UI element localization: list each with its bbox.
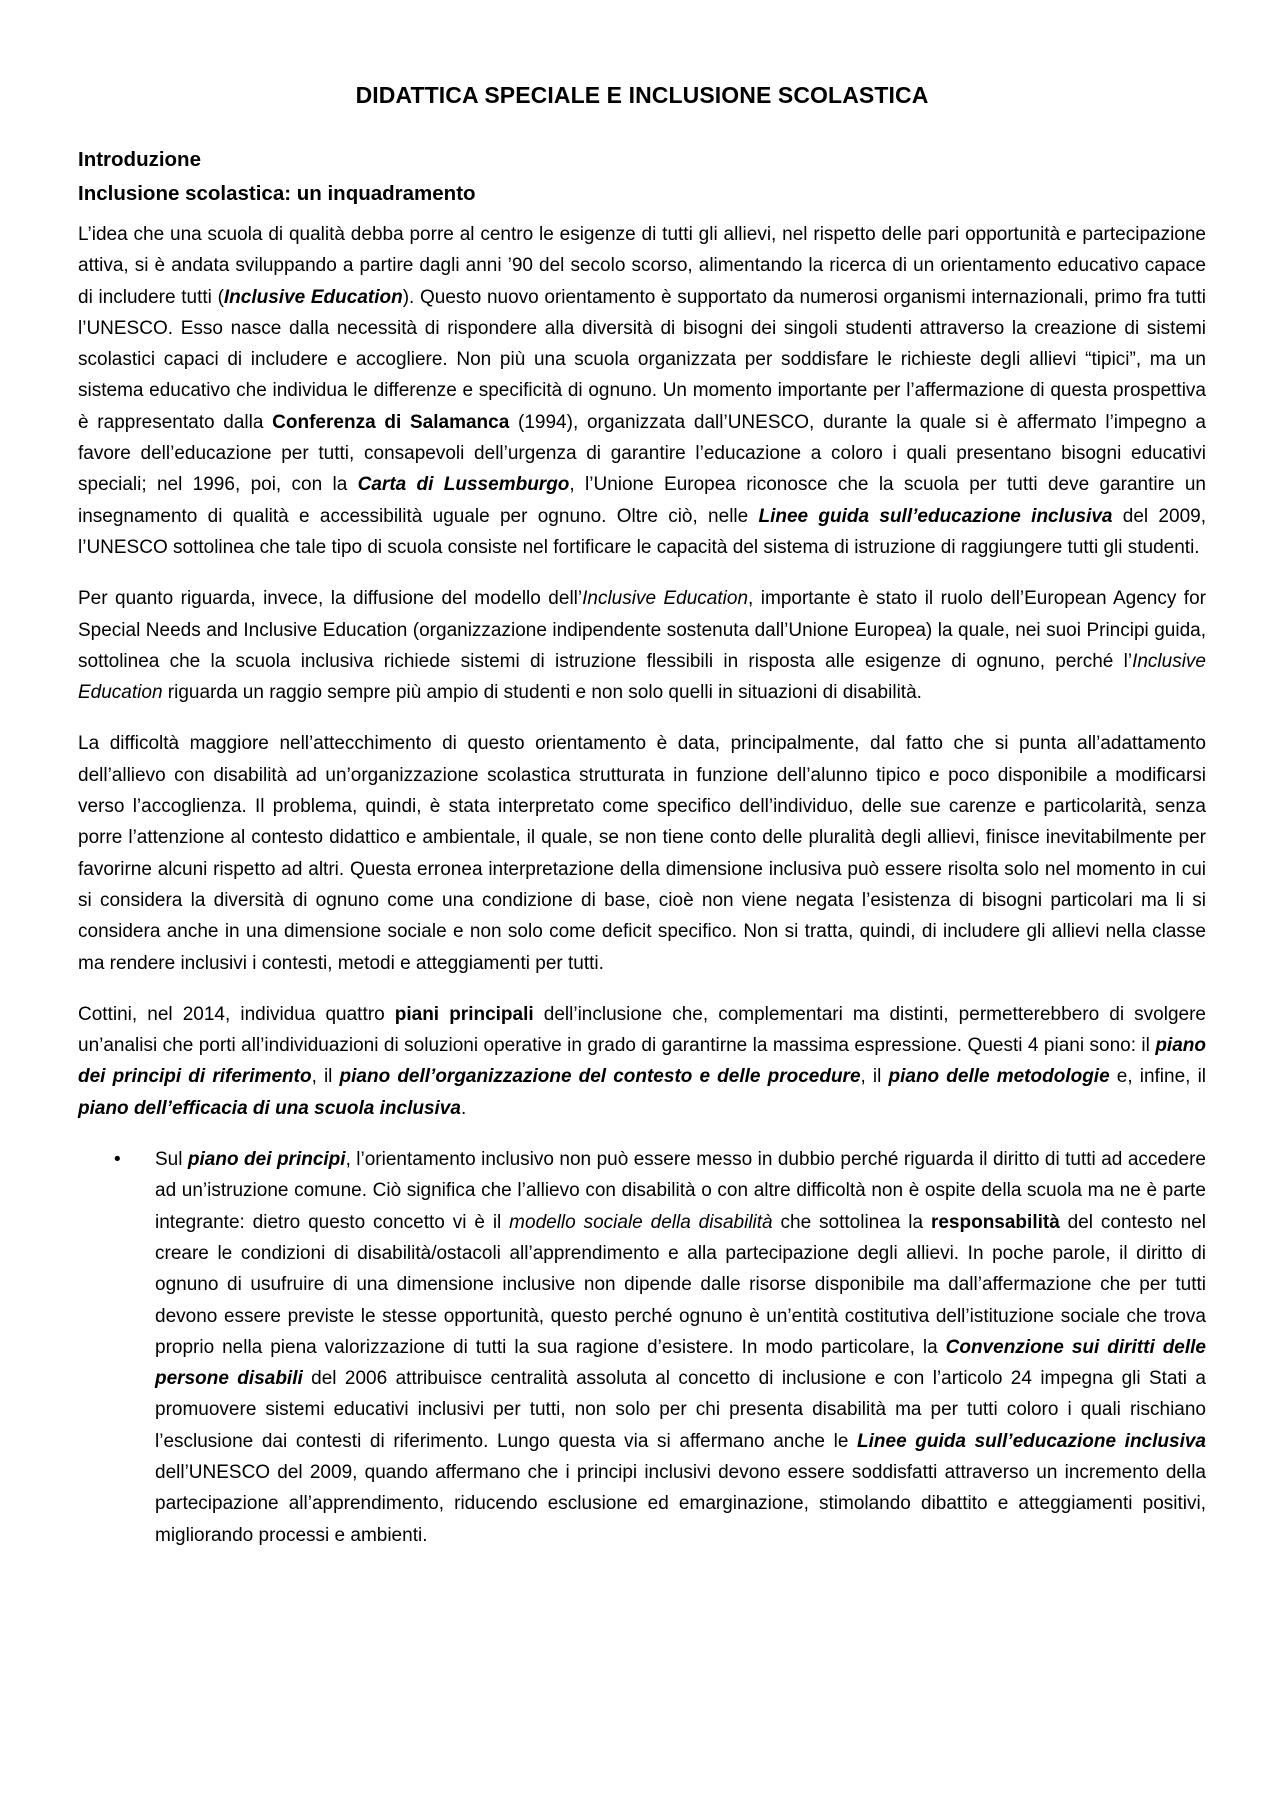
text-run: (1994), organizzata dall’UNESCO, durante la quale si è affermato l’impegno a favore dell’educazione per tutti, consapevoli dell’urgenza di garantire l’educazione a coloro i quali presentano bisogni educativi speciali; nel 1996, poi, con la bbox=[78, 411, 1206, 496]
text-run: , l’orientamento inclusivo non può essere messo in dubbio perché riguarda il diritto di tutti ad accedere ad un’istruzione comune. Ciò significa che l’allievo con disabilità o con altre difficoltà non è ospite della scuola ma ne è parte integrante: dietro questo concetto vi è il bbox=[155, 1149, 1206, 1233]
heading-inclusione-scolastica: Inclusione scolastica: un inquadramento bbox=[78, 182, 476, 205]
emphasis-convenzione-diritti: Convenzione sui diritti delle persone disabili bbox=[155, 1336, 1206, 1390]
text-run: , l’Unione Europea riconosce che la scuola per tutti deve garantire un insegnamento di qualità e accessibilità uguale per ognuno. Oltre ciò, nelle bbox=[78, 474, 1206, 527]
paragraph-2 bbox=[78, 583, 1206, 708]
text-run: . bbox=[460, 1097, 467, 1119]
text-run: Cottini, nel 2014, individua quattro bbox=[78, 1003, 395, 1025]
emphasis-piano-metodologie: piano delle metodologie bbox=[888, 1066, 1110, 1088]
text-run: , il bbox=[860, 1066, 889, 1088]
section-headings bbox=[78, 143, 1206, 211]
paragraph-1 bbox=[78, 219, 1206, 563]
text-run: del 2009, l’UNESCO sottolinea che tale tipo di scuola consiste nel fortificare le capacità del sistema di istruzione di raggiungere tutti gli studenti. bbox=[78, 505, 1206, 558]
emphasis-modello-sociale: modello sociale della disabilità bbox=[509, 1211, 773, 1233]
emphasis-linee-guida: Linee guida sull’educazione inclusiva bbox=[857, 1430, 1206, 1452]
text-run: , importante è stato il ruolo dell’European Agency for Special Needs and Inclusive Education (organizzazione indipendente sostenuta dall’Unione Europea) la quale, nei suoi Principi guida, sottolinea che la scuola inclusiva richiede sistemi di istruzione flessibili in risposta alle esigenze di ognuno, perché l’ bbox=[78, 588, 1206, 672]
emphasis-piano-principi: piano dei principi bbox=[187, 1149, 346, 1171]
emphasis-piano-principi-riferimento: piano dei principi di riferimento bbox=[78, 1035, 1206, 1088]
emphasis-piano-efficacia: piano dell’efficacia di una scuola inclusiva bbox=[78, 1097, 461, 1119]
bullet-marker: • bbox=[114, 1149, 121, 1171]
text-run: ). Questo nuovo orientamento è supportato da numerosi organismi internazionali, primo fra tutti l’UNESCO. Esso nasce dalla necessità di rispondere alla diversità di bisogni dei singoli studenti attraverso la creazione di sistemi scolastici capaci di includere e accogliere. Non più una scuola organizzata per soddisfare le richieste degli allievi “tipici”, ma un sistema educativo che individua le differenze e specificità di ognuno. Un momento importante per l’affermazione di questa prospettiva è rappresentato dalla bbox=[78, 286, 1206, 433]
document-title: DIDATTICA SPECIALE E INCLUSIONE SCOLASTICA bbox=[355, 82, 929, 108]
emphasis-inclusive-education: Inclusive Education bbox=[582, 588, 749, 610]
bullet-list bbox=[78, 1144, 1206, 1551]
emphasis-responsabilita: responsabilità bbox=[930, 1211, 1060, 1233]
list-item bbox=[78, 1144, 1206, 1551]
text-run: del 2006 attribuisce centralità assoluta al concetto di inclusione e con l’articolo 24 impegna gli Stati a promuovere sistemi educativi inclusivi per tutti, non solo per chi presenta disabilità ma per tutti coloro i quali rischiano l’esclusione dai contesti di riferimento. Lungo questa via si affermano anche le bbox=[155, 1368, 1206, 1452]
emphasis-conferenza-salamanca: Conferenza di Salamanca bbox=[272, 411, 510, 433]
emphasis-inclusive-education: Inclusive Education bbox=[78, 650, 1206, 704]
text-run: dell’inclusione che, complementari ma distinti, permetterebbero di svolgere un’analisi che porti all’individuazioni di soluzioni operative in grado di garantirne la massima espressione. Questi 4 piani sono: il bbox=[78, 1003, 1206, 1057]
text-run: Per quanto riguarda, invece, la diffusione del modello dell’ bbox=[78, 588, 583, 610]
text-run: L’idea che una scuola di qualità debba porre al centro le esigenze di tutti gli allievi, nel rispetto delle pari opportunità e partecipazione attiva, si è andata sviluppando a partire dagli anni ’90 del secolo scorso, alimentando la ricerca di un orientamento educativo capace di includere tutti ( bbox=[78, 224, 1206, 308]
paragraph-4 bbox=[78, 999, 1206, 1124]
emphasis-piani-principali: piani principali bbox=[394, 1003, 534, 1025]
text-run: , il bbox=[311, 1066, 340, 1088]
text-run: che sottolinea la bbox=[772, 1211, 931, 1233]
text-run: del contesto nel creare le condizioni di disabilità/ostacoli all’apprendimento e alla partecipazione degli allievi. In poche parole, il diritto di ognuno di usufruire di una dimensione inclusive non dipende dalle risorse disponibile ma dall’affermazione che per tutti devono essere previste le stesse opportunità, questo perché ognuno è un’entità costitutiva dell’istituzione sociale che trova proprio nella piena valorizzazione di tutti la sua ragione d’esistere. In modo particolare, la bbox=[155, 1211, 1206, 1358]
emphasis-linee-guida: Linee guida sull’educazione inclusiva bbox=[758, 505, 1113, 527]
text-run: dell’UNESCO del 2009, quando affermano che i principi inclusivi devono essere soddisfatti attraverso un incremento della partecipazione all’apprendimento, riducendo esclusione ed emarginazione, stimolando dibattito e atteggiamenti positivi, migliorando processi e ambienti. bbox=[155, 1461, 1206, 1546]
text-run: riguarda un raggio sempre più ampio di studenti e non solo quelli in situazioni di disabilità. bbox=[162, 682, 922, 704]
emphasis-inclusive-education: Inclusive Education bbox=[223, 286, 403, 308]
emphasis-carta-lussemburgo: Carta di Lussemburgo bbox=[357, 474, 570, 496]
bullet-paragraph bbox=[155, 1144, 1206, 1551]
text-run: e, infine, il bbox=[1109, 1066, 1207, 1088]
heading-introduzione: Introduzione bbox=[78, 148, 201, 171]
text-run: Sul bbox=[155, 1149, 188, 1171]
paragraph-3: La difficoltà maggiore nell’attecchimento di questo orientamento è data, principalmente, dal fatto che si punta all’adattamento dell’allievo con disabilità ad un’organizzazione scolastica strutturata in funzione dell’alunno tipico e poco disponibile a modificarsi verso l’accoglienza. Il problema, quindi, è stata interpretato come specifico dell’individuo, delle sue carenze e particolarità, senza porre l’attenzione al contesto didattico e ambientale, il quale, se non tiene conto delle pluralità degli allievi, finisce inevitabilmente per favorirne alcuni rispetto ad altri. Questa erronea interpretazione della dimensione inclusiva può essere risolta solo nel momento in cui si considera la diversità di ognuno come una condizione di base, cioè non viene negata l’esistenza di bisogni particolari ma li si considera anche in una dimensione sociale e non solo come deficit specifico. Non si tratta, quindi, di includere gli allievi nella classe ma rendere inclusivi i contesti, metodi e atteggiamenti per tutti. bbox=[78, 733, 1206, 974]
emphasis-piano-organizzazione: piano dell’organizzazione del contesto e delle procedure bbox=[339, 1066, 861, 1088]
